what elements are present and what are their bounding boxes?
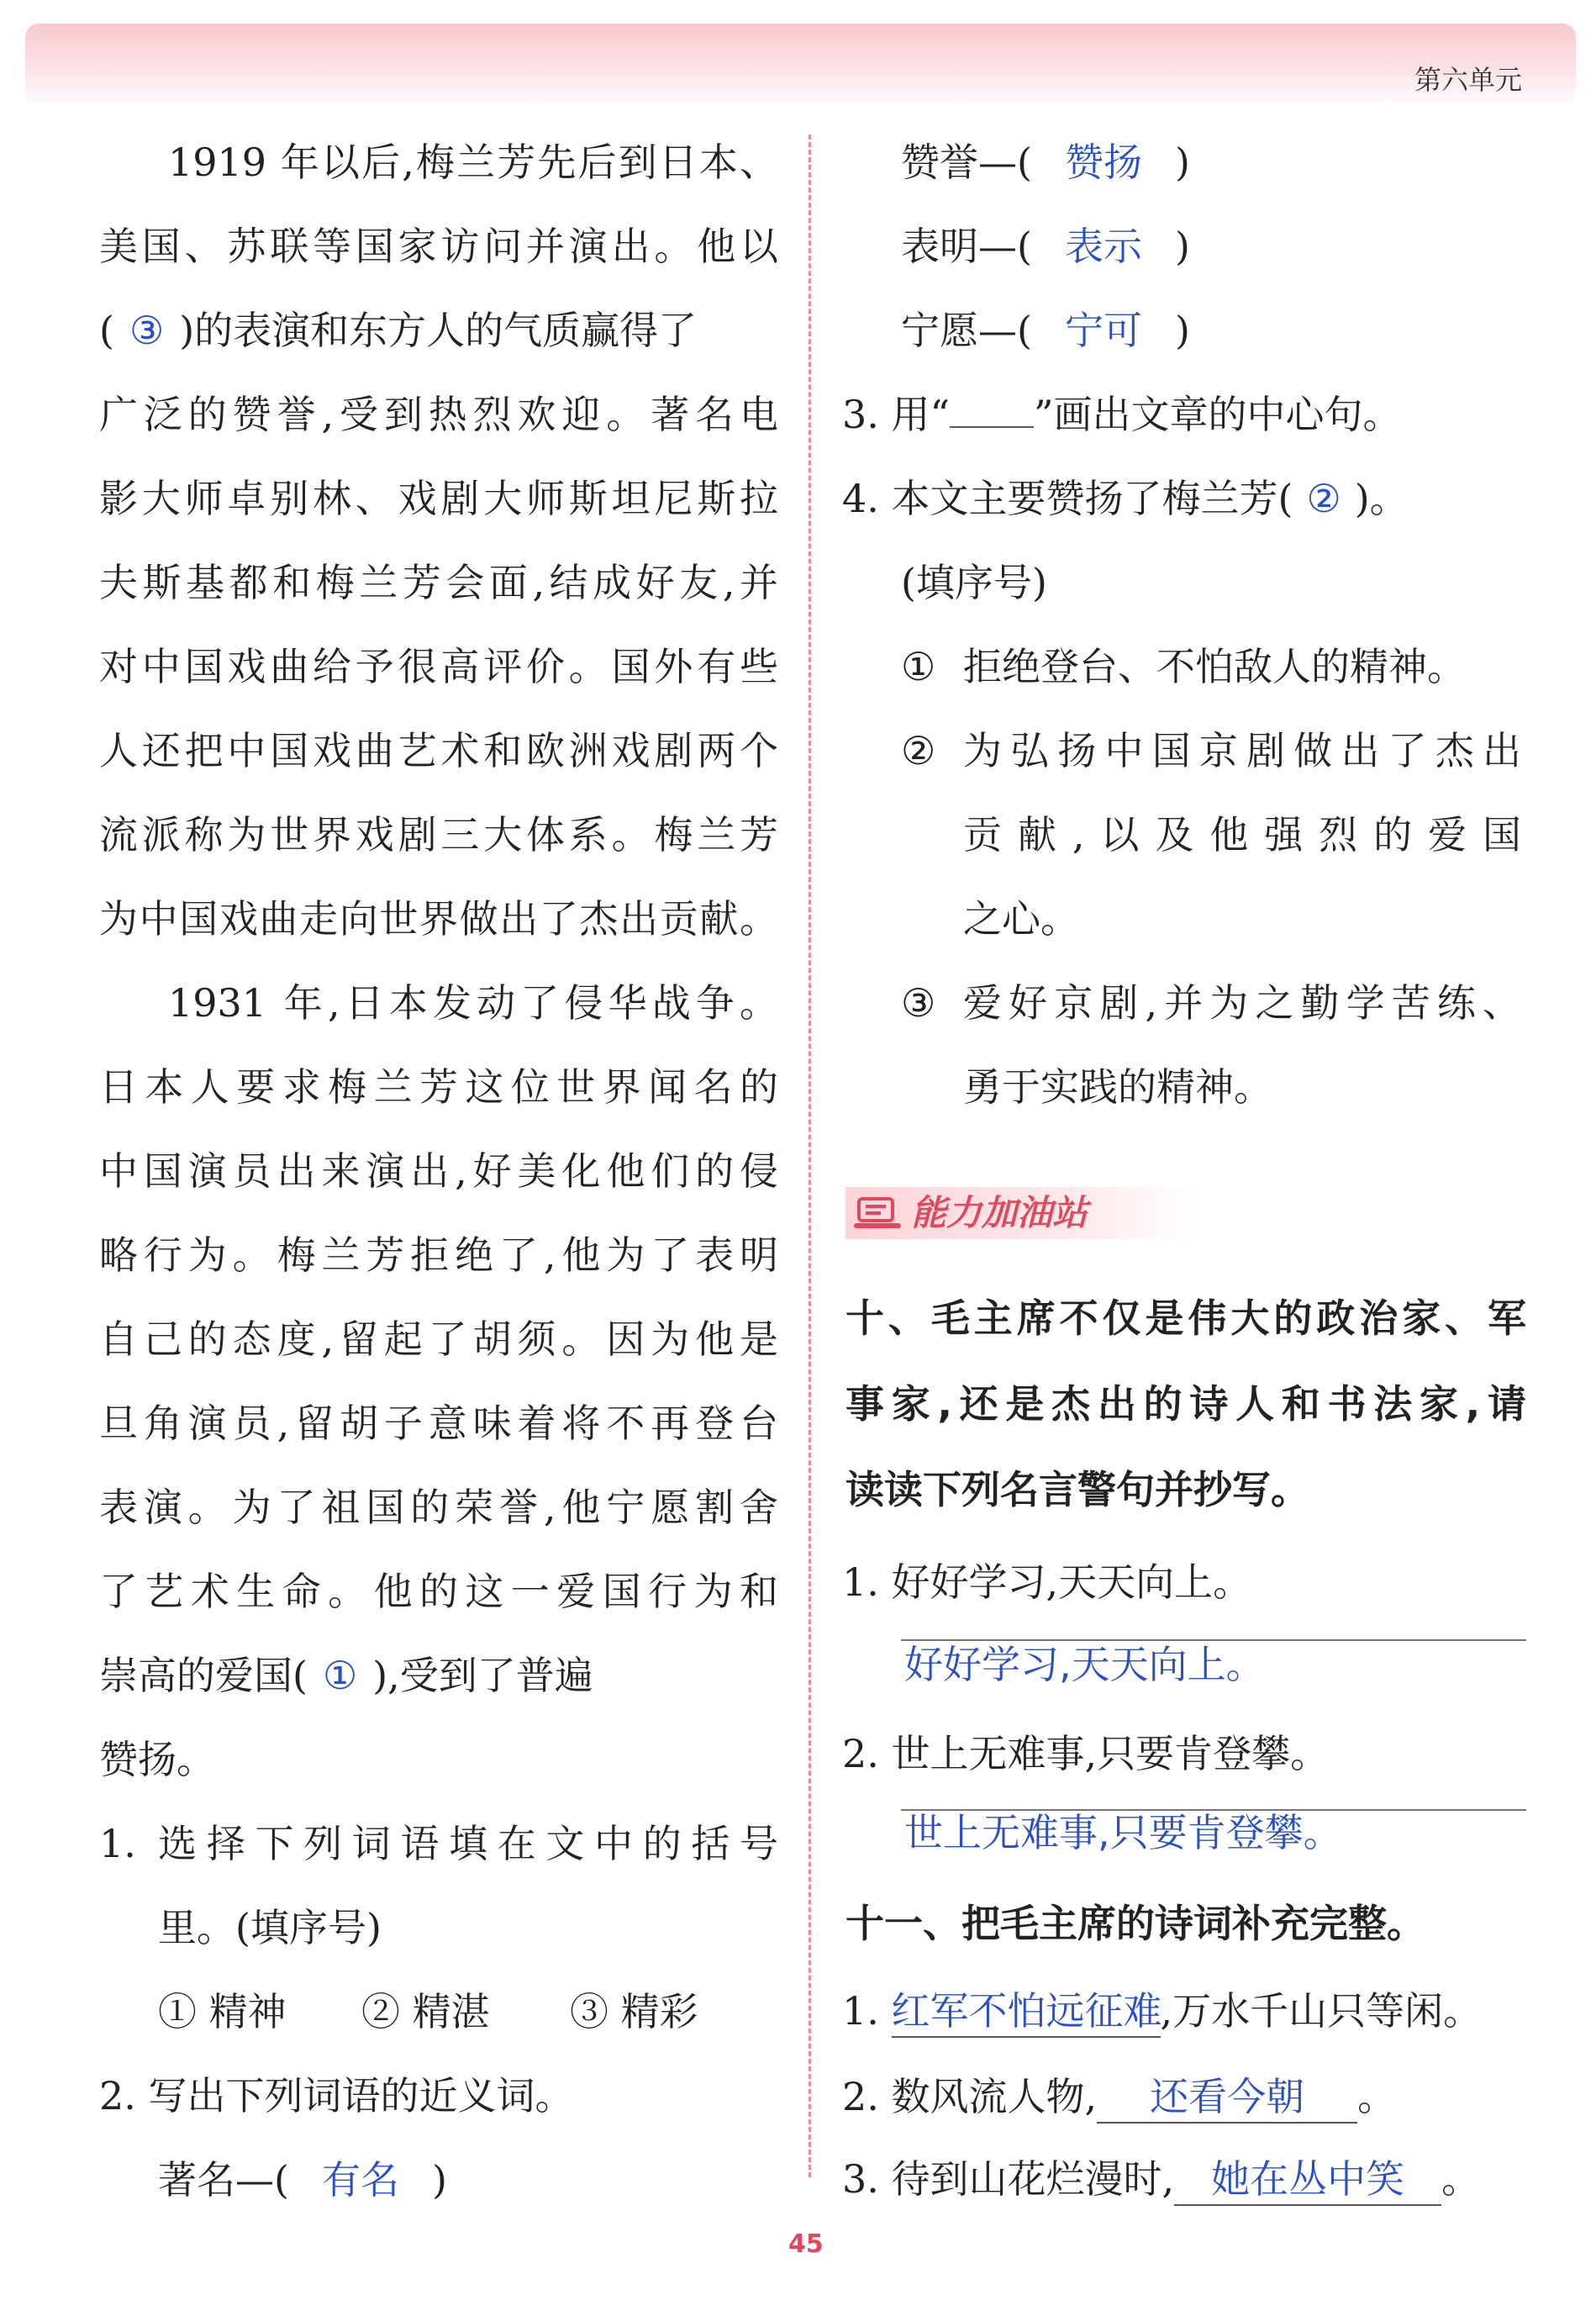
poem-answer: 红军不怕远征难 <box>892 1986 1161 2038</box>
poem-line: 2. 数风流人物, 还看今朝 。 <box>842 2071 1396 2124</box>
synonym-pair: 宁愿—( 宁可 ) <box>901 305 1190 356</box>
synonym-answer: 有名 <box>321 2157 399 2203</box>
passage-line: 略行为。梅兰芳拒绝了,他为了表明 <box>99 1232 778 1278</box>
passage-line-with-blank: 崇高的爱国( ① ),受到了普遍 <box>99 1653 593 1698</box>
question-2: 2. 写出下列词语的近义词。 <box>99 2073 574 2118</box>
unit-label: 第六单元 <box>1414 64 1522 96</box>
passage-line-with-blank: ( ③ )的表演和东方人的气质赢得了 <box>99 308 698 353</box>
answer-circled-3: ③ <box>129 308 165 353</box>
section-heading <box>845 1187 1198 1239</box>
passage-line: 广泛的赞誉,受到热烈欢迎。著名电 <box>99 392 778 437</box>
question-1-cont: 里。(填序号) <box>158 1905 382 1950</box>
answer-circled-1: ① <box>322 1653 358 1698</box>
task-11-heading: 十一、把毛主席的诗词补充完整。 <box>845 1901 1425 1946</box>
synonym-pair: 表明—( 表示 ) <box>901 221 1190 272</box>
synonym-answer: 宁可 <box>1064 308 1142 353</box>
column-divider <box>809 135 811 2177</box>
poem-answer: 她在丛中笑 <box>1174 2154 1441 2206</box>
q4-option-text: 为弘扬中国京剧做出了杰出 <box>963 728 1521 773</box>
passage-line: 了艺术生命。他的这一爱国行为和 <box>99 1569 778 1614</box>
underline-blank <box>950 426 1034 428</box>
task-10-item: 1. 好好学习,天天向上。 <box>842 1559 1252 1605</box>
task-10-heading: 事家,还是杰出的诗人和书法家,请 <box>845 1381 1526 1427</box>
passage-line: 人还把中国戏曲艺术和欧洲戏剧两个 <box>99 728 778 773</box>
q1-option: ③ 精彩 <box>570 1989 698 2034</box>
passage-line: 中国演员出来演出,好美化他们的侵 <box>99 1148 778 1194</box>
passage-line: 为中国戏曲走向世界做出了杰出贡献。 <box>99 896 778 942</box>
page-number: 45 <box>788 2229 824 2259</box>
q1-option: ② 精湛 <box>361 1989 490 2034</box>
laptop-icon <box>854 1197 906 1231</box>
synonym-pair: 著名—( 有名 ) <box>158 2155 447 2205</box>
synonym-pair: 赞誉—( 赞扬 ) <box>901 137 1190 187</box>
passage-line: 日本人要求梅兰芳这位世界闻名的 <box>99 1064 778 1110</box>
task-10-heading: 读读下列名言警句并抄写。 <box>845 1467 1309 1512</box>
synonym-answer: 赞扬 <box>1064 140 1142 185</box>
passage-line: 1931 年,日本发动了侵华战争。 <box>168 980 778 1026</box>
synonym-answer: 表示 <box>1064 224 1142 269</box>
copy-answer: 世上无难事,只要肯登攀。 <box>904 1810 1342 1855</box>
passage-line: 表演。为了祖国的荣誉,他宁愿割舍 <box>99 1485 778 1530</box>
passage-line: 旦角演员,留胡子意味着将不再登台 <box>99 1401 778 1446</box>
q4-option-num: ③ <box>901 980 936 1026</box>
question-4: 4. 本文主要赞扬了梅兰芳( ② )。 <box>842 476 1409 521</box>
section-title: 能力加油站 <box>911 1192 1088 1233</box>
poem-line: 1. 红军不怕远征难,万水千山只等闲。 <box>842 1986 1482 2038</box>
q4-option-num: ① <box>901 644 936 689</box>
q4-option-text: 之心。 <box>963 896 1079 942</box>
passage-line: 1919 年以后,梅兰芳先后到日本、 <box>168 140 778 185</box>
poem-line: 3. 待到山花烂漫时, 她在丛中笑 。 <box>842 2154 1480 2206</box>
q4-option-text: 拒绝登台、不怕敌人的精神。 <box>963 644 1466 689</box>
answer-circled-2: ② <box>1306 476 1341 521</box>
question-4-cont: (填序号) <box>901 560 1047 605</box>
q4-option-text: 勇于实践的精神。 <box>963 1064 1272 1110</box>
question-1: 1. 选择下列词语填在文中的括号 <box>99 1821 778 1866</box>
poem-answer: 还看今朝 <box>1097 2071 1357 2124</box>
q1-option: ① 精神 <box>158 1989 287 2034</box>
passage-line: 赞扬。 <box>99 1737 215 1782</box>
passage-line: 影大师卓别林、戏剧大师斯坦尼斯拉 <box>99 476 778 521</box>
q4-option-text: 爱好京剧,并为之勤学苦练、 <box>963 980 1521 1026</box>
q4-option-num: ② <box>901 728 936 773</box>
copy-answer: 好好学习,天天向上。 <box>904 1642 1265 1687</box>
question-3: 3. 用“ ”画出文章的中心句。 <box>842 392 1402 437</box>
passage-line: 流派称为世界戏剧三大体系。梅兰芳 <box>99 812 778 857</box>
passage-line: 美国、苏联等国家访问并演出。他以 <box>99 224 778 269</box>
task-10-item: 2. 世上无难事,只要肯登攀。 <box>842 1731 1330 1776</box>
q4-option-text: 贡献,以及他强烈的爱国 <box>963 812 1521 857</box>
passage-line: 自己的态度,留起了胡须。因为他是 <box>99 1316 778 1362</box>
passage-line: 夫斯基都和梅兰芳会面,结成好友,并 <box>99 560 778 605</box>
header-banner <box>25 24 1576 108</box>
task-10-heading: 十、毛主席不仅是伟大的政治家、军 <box>845 1295 1526 1341</box>
passage-line: 对中国戏曲给予很高评价。国外有些 <box>99 644 778 689</box>
